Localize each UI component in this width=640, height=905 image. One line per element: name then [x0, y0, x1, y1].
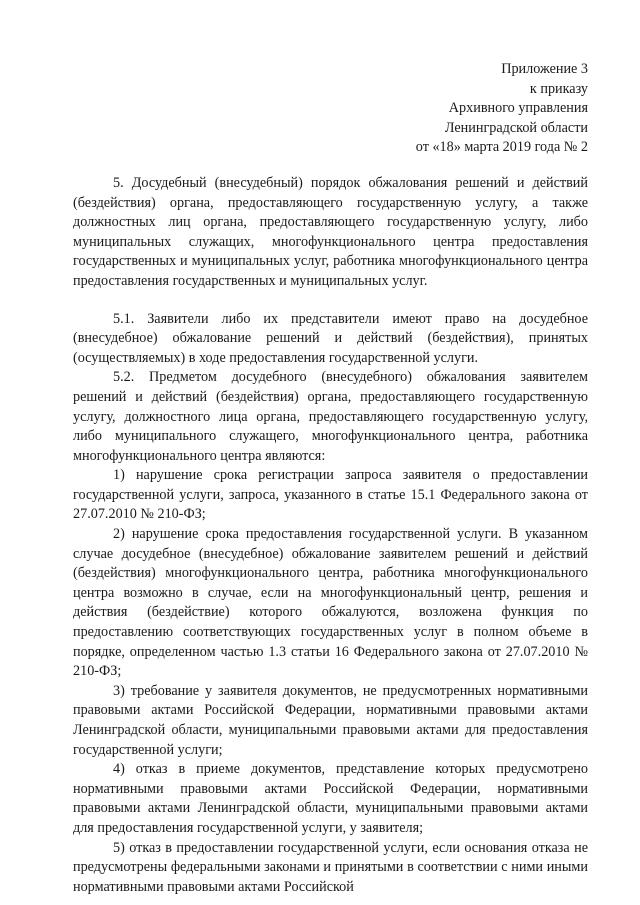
paragraph-5-1: 5.1. Заявители либо их представители имеют право на досудебное (внесудебное) обжалование решений и действий (бездействия), принятых (осуществляемых) в ходе предоставления государственной услуги.	[73, 310, 588, 366]
appendix-authority: Архивного управления	[448, 100, 588, 117]
list-item-4: 4) отказ в приеме документов, представление которых предусмотрено нормативными правовыми актами Российской Федерации, нормативными правовыми актами Ленинградской области, муниципальными правовыми актами для предоставления государственной услуги, у заявителя;	[73, 761, 588, 836]
list-item-1: 1) нарушение срока регистрации запроса заявителя о предоставлении государственной услуги, запроса, указанного в статье 15.1 Федерального закона от 27.07.2010 № 210-ФЗ;	[73, 467, 588, 523]
appendix-order-ref: к приказу	[529, 80, 588, 97]
list-item-2: 2) нарушение срока предоставления государственной услуги. В указанном случае досудебное (внесудебное) обжалование заявителем решений и действий (бездействия) многофункционального центра, работника многофункционального центра возможно в случае, если на многофункциональный центр, решения и действия (бездействие) которого обжалуются, возложена функция по предоставлению соответствующих государственных услуг в полном объеме в порядке, определенном частью 1.3 статьи 16 Федерального закона от 27.07.2010 № 210-ФЗ;	[73, 526, 588, 680]
appendix-date: от «18» марта 2019 года № 2	[415, 139, 588, 156]
appendix-number: Приложение 3	[501, 61, 588, 77]
section-title: 5. Досудебный (внесудебный) порядок обжалования решений и действий (бездействия) органа, предоставляющего государственную услугу, а также должностных лиц органа, предоставляющего государственную услугу, либо муниципальных служащих, многофункционального центра предоставления государственных и муниципальных услуг, работника многофункционального центра предоставления государственных и муниципальных услуг.	[73, 174, 588, 289]
paragraph-5-2: 5.2. Предметом досудебного (внесудебного) обжалования заявителем решений и действий (бездействия) органа, предоставляющего государственную услугу, должностного лица органа, предоставляющего государственную услугу, либо муниципального служащего, многофункционального центра, работника многофункционального центра являются:	[73, 369, 588, 464]
list-item-3: 3) требование у заявителя документов, не предусмотренных нормативными правовыми актами Российской Федерации, нормативными правовыми актами Ленинградской области, муниципальными правовыми актами для предоставления государственной услуги;	[73, 682, 588, 758]
list-item-5: 5) отказ в предоставлении государственной услуги, если основания отказа не предусмотрены федеральными законами и принятыми в соответствии с ними иными нормативными правовыми актами Российской	[73, 839, 588, 895]
appendix-region: Ленинградской области	[444, 119, 588, 136]
appendix-header	[73, 60, 588, 158]
